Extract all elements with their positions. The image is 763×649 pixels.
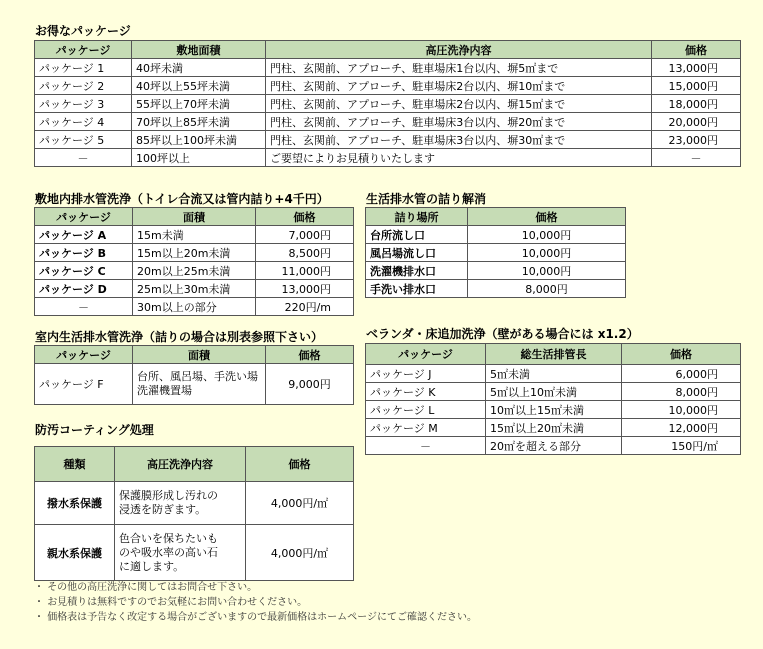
cell: 門柱、玄関前、アプローチ、駐車場床3台以内、塀30㎡まで — [266, 131, 652, 149]
col-header: 詰り場所 — [366, 208, 468, 226]
cell: 手洗い排水口 — [366, 280, 468, 298]
table-row — [366, 280, 626, 298]
price-cell: 6,000円 — [622, 365, 741, 383]
col-header: 種類 — [35, 447, 115, 482]
col-header: 価格 — [652, 41, 741, 59]
cell: 風呂場流し口 — [366, 244, 468, 262]
price-cell: 23,000円 — [652, 131, 741, 149]
cell: 台所流し口 — [366, 226, 468, 244]
cell: パッケージ 5 — [35, 131, 132, 149]
price-cell: 10,000円 — [622, 401, 741, 419]
cell: － — [366, 437, 486, 455]
col-header: 総生活排管長 — [486, 344, 622, 365]
table-row — [366, 244, 626, 262]
price-cell: 20,000円 — [652, 113, 741, 131]
coating-table — [34, 446, 354, 581]
cell: 30m以上の部分 — [133, 298, 256, 316]
cell: 55坪以上70坪未満 — [132, 95, 266, 113]
cell: 15㎡以上20㎡未満 — [486, 419, 622, 437]
cell: 25m以上30m未満 — [133, 280, 256, 298]
price-cell: 11,000円 — [256, 262, 354, 280]
cell: 保護膜形成し汚れの 浸透を防ぎます。 — [115, 482, 246, 525]
veranda-title: ベランダ・床追加洗浄（壁がある場合には x1.2） — [366, 327, 639, 341]
table-row — [366, 401, 741, 419]
price-cell: 18,000円 — [652, 95, 741, 113]
table-row — [35, 482, 354, 525]
cell: － — [35, 298, 133, 316]
table-row — [35, 95, 741, 113]
table-row — [35, 77, 741, 95]
col-header: 価格 — [622, 344, 741, 365]
note-text: お見積りは無料ですのでお気軽にお問い合わせください。 — [47, 597, 308, 608]
cell: 20m以上25m未満 — [133, 262, 256, 280]
col-header: パッケージ — [35, 346, 133, 364]
indoor-title: 室内生活排水管洗浄（詰りの場合は別表参照下さい） — [35, 330, 324, 344]
table-row — [366, 383, 741, 401]
col-header: 面積 — [133, 346, 266, 364]
note-item: ・ その他の高圧洗浄に関してはお問合せ下さい。 — [34, 582, 258, 593]
col-header: パッケージ — [35, 41, 132, 59]
cell: 20㎡を超える部分 — [486, 437, 622, 455]
table-row — [35, 59, 741, 77]
cell: 台所、風呂場、手洗い場 洗濯機置場 — [133, 364, 266, 405]
note-item: ・ お見積りは無料ですのでお気軽にお問い合わせください。 — [34, 597, 308, 608]
cell: 100坪以上 — [132, 149, 266, 167]
price-cell: 4,000円/㎡ — [246, 482, 354, 525]
cell: 15m以上20m未満 — [133, 244, 256, 262]
cell: 洗濯機排水口 — [366, 262, 468, 280]
col-header: 価格 — [266, 346, 354, 364]
packages-table — [34, 40, 741, 167]
cell: パッケージ J — [366, 365, 486, 383]
cell: パッケージ 2 — [35, 77, 132, 95]
table-row — [35, 262, 354, 280]
drain-table — [34, 207, 354, 316]
cell: 5㎡以上10㎡未満 — [486, 383, 622, 401]
clog-title: 生活排水管の詰り解消 — [366, 192, 487, 206]
cell: 40坪未満 — [132, 59, 266, 77]
table-header-row — [366, 344, 741, 365]
table-row — [35, 280, 354, 298]
table-row — [35, 131, 741, 149]
clog-table — [365, 207, 626, 298]
table-row — [366, 262, 626, 280]
cell: 40坪以上55坪未満 — [132, 77, 266, 95]
note-text: その他の高圧洗浄に関してはお問合せ下さい。 — [47, 582, 258, 593]
table-row — [35, 298, 354, 316]
price-cell: 7,000円 — [256, 226, 354, 244]
table-row — [35, 364, 354, 405]
price-cell: 10,000円 — [468, 226, 626, 244]
table-row — [366, 226, 626, 244]
cell: パッケージ C — [35, 262, 133, 280]
price-cell: 13,000円 — [256, 280, 354, 298]
cell: パッケージ L — [366, 401, 486, 419]
cell: 15m未満 — [133, 226, 256, 244]
price-cell: 13,000円 — [652, 59, 741, 77]
cell: 色合いを保ちたいも のや吸水率の高い石 に適します。 — [115, 525, 246, 581]
cell: パッケージ B — [35, 244, 133, 262]
cell: 門柱、玄関前、アプローチ、駐車場床2台以内、塀10㎡まで — [266, 77, 652, 95]
table-header-row — [366, 208, 626, 226]
drain-title: 敷地内排水管洗浄（トイレ合流又は管内詰り+4千円） — [35, 192, 329, 206]
cell: パッケージ 3 — [35, 95, 132, 113]
packages-title: お得なパッケージ — [35, 24, 131, 38]
table-row — [366, 419, 741, 437]
price-cell: 8,000円 — [468, 280, 626, 298]
cell: パッケージ 4 — [35, 113, 132, 131]
cell: 門柱、玄関前、アプローチ、駐車場床2台以内、塀15㎡まで — [266, 95, 652, 113]
cell: パッケージ M — [366, 419, 486, 437]
table-row — [35, 149, 741, 167]
table-row — [35, 113, 741, 131]
indoor-table — [34, 345, 354, 405]
price-cell: 4,000円/㎡ — [246, 525, 354, 581]
price-cell: 150円/㎡ — [622, 437, 741, 455]
cell: パッケージ D — [35, 280, 133, 298]
cell: 5㎡未満 — [486, 365, 622, 383]
cell: 門柱、玄関前、アプローチ、駐車場床3台以内、塀20㎡まで — [266, 113, 652, 131]
table-header-row — [35, 346, 354, 364]
cell: 10㎡以上15㎡未満 — [486, 401, 622, 419]
table-row — [366, 437, 741, 455]
cell: － — [35, 149, 132, 167]
table-header-row — [35, 447, 354, 482]
note-item: ・ 価格表は予告なく改定する場合がございますので最新価格はホームページにてご確認ください。 — [34, 612, 477, 623]
table-row — [35, 226, 354, 244]
notes-list — [34, 580, 477, 625]
price-cell: 9,000円 — [266, 364, 354, 405]
table-header-row — [35, 41, 741, 59]
price-cell: － — [652, 149, 741, 167]
cell: 門柱、玄関前、アプローチ、駐車場床1台以内、塀5㎡まで — [266, 59, 652, 77]
col-header: 敷地面積 — [132, 41, 266, 59]
cell: 85坪以上100坪未満 — [132, 131, 266, 149]
col-header: 価格 — [246, 447, 354, 482]
price-cell: 12,000円 — [622, 419, 741, 437]
col-header: 面積 — [133, 208, 256, 226]
price-cell: 8,000円 — [622, 383, 741, 401]
price-cell: 8,500円 — [256, 244, 354, 262]
col-header: 価格 — [468, 208, 626, 226]
col-header: パッケージ — [35, 208, 133, 226]
cell: 70坪以上85坪未満 — [132, 113, 266, 131]
table-row — [366, 365, 741, 383]
cell: パッケージ A — [35, 226, 133, 244]
col-header: 高圧洗浄内容 — [115, 447, 246, 482]
price-cell: 10,000円 — [468, 262, 626, 280]
cell: パッケージ F — [35, 364, 133, 405]
cell: 親水系保護 — [35, 525, 115, 581]
note-text: 価格表は予告なく改定する場合がございますので最新価格はホームページにてご確認ください。 — [47, 612, 477, 623]
cell: パッケージ 1 — [35, 59, 132, 77]
col-header: 価格 — [256, 208, 354, 226]
cell: ご要望によりお見積りいたします — [266, 149, 652, 167]
veranda-table — [365, 343, 741, 455]
table-header-row — [35, 208, 354, 226]
price-cell: 220円/m — [256, 298, 354, 316]
coating-title: 防汚コーティング処理 — [35, 423, 154, 437]
price-cell: 10,000円 — [468, 244, 626, 262]
table-row — [35, 525, 354, 581]
table-row — [35, 244, 354, 262]
col-header: パッケージ — [366, 344, 486, 365]
price-cell: 15,000円 — [652, 77, 741, 95]
cell: パッケージ K — [366, 383, 486, 401]
col-header: 高圧洗浄内容 — [266, 41, 652, 59]
cell: 撥水系保護 — [35, 482, 115, 525]
